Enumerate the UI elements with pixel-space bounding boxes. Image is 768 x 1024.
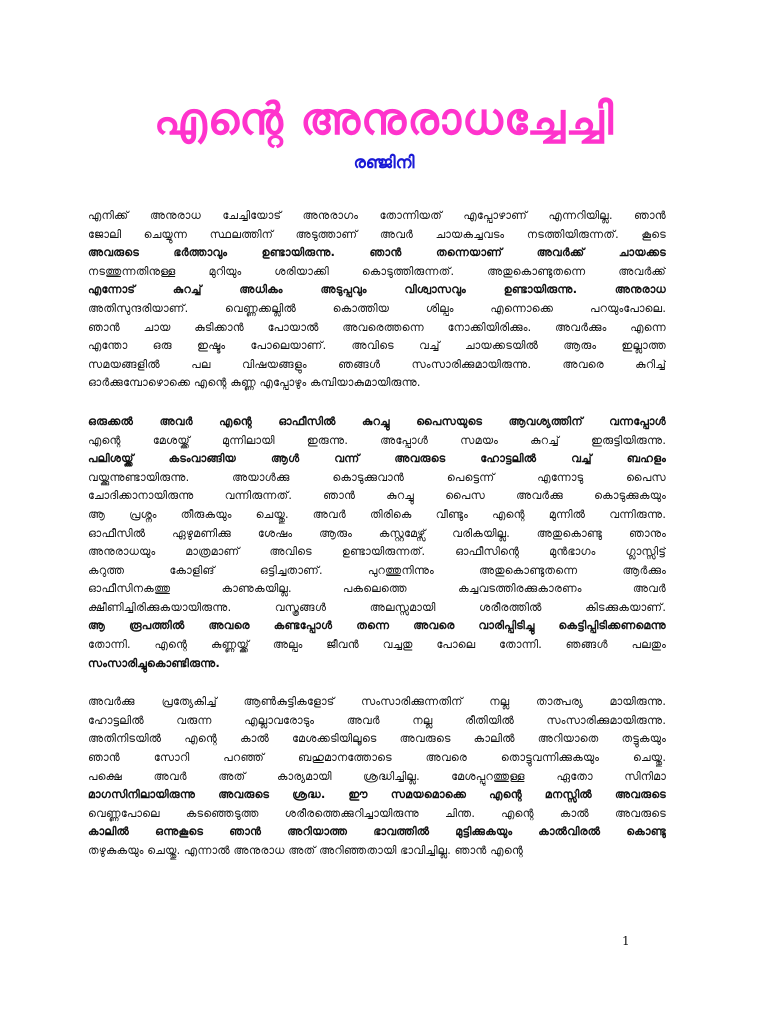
paragraph [88, 413, 666, 673]
text-line: വെണ്ണപോലെ കടഞ്ഞെടുത്ത ശരീരത്തെക്കുറിച്ചായിരുന്നു ചിന്ത. എന്റെ കാൽ അവരുടെ [88, 806, 666, 820]
text-line: ഹോട്ടലിൽ വരുന്ന എല്ലാവരോടും അവർ നല്ല രീതിയിൽ സംസാരിക്കുമായിരുന്നു. [88, 713, 666, 727]
text-line: കാലിൽ ഒന്നുകൂടെ ഞാൻ അറിയാത്ത ഭാവത്തിൽ മുട്ടിക്കുകയും കാൽവിരൽ കൊണ്ടു [88, 825, 666, 839]
text-line: ഞാൻ ചായ കുടിക്കാൻ പോയാൽ അവരെത്തന്നെ നോക്കിയിരിക്കും. അവർക്കും എന്നെ [88, 320, 666, 334]
text-line: അനുരാധയും മാത്രമാണ് അവിടെ ഉണ്ടായിരുന്നത്. ഓഫീസിന്റെ മുൻഭാഗം ഗ്ലാസ്സിട്ട് [88, 545, 666, 559]
text-line: നടത്തുന്നതിനുള്ള മുറിയും ശരിയാക്കി കൊടുത്തിരുന്നത്. അതുകൊണ്ടുതന്നെ അവർക്ക് [88, 264, 666, 278]
text-line: എന്റെ മേശയ്ക്ക് മുന്നിലായി ഇരുന്നു. അപ്പോൾ സമയം കുറച്ച് ഇരുട്ടിയിരുന്നു. [88, 433, 666, 447]
text-line: പക്ഷെ അവർ അത് കാര്യമായി ശ്രദ്ധിച്ചില്ല. മേശപ്പുറത്തുള്ള ഏതോ സിനിമാ [88, 769, 666, 783]
paragraph [88, 207, 666, 393]
text-line: അതിനിടയിൽ എന്റെ കാൽ മേശക്കടിയിലൂടെ അവരുടെ കാലിൽ അറിയാതെ തട്ടുകയും [88, 732, 666, 746]
text-line: ഒരുക്കൽ അവർ എന്റെ ഓഫീസിൽ കുറച്ചു പൈസയുടെ ആവശ്യത്തിന് വന്നപ്പോൾ [88, 414, 666, 428]
document-title: എന്റെ അനുരാധച്ചേച്ചി [153, 94, 615, 145]
text-line: ചോദിക്കാനായിരുന്നു വന്നിരുന്നത്. ഞാൻ കുറച്ചു പൈസ അവർക്കു കൊടുക്കുകയും [88, 489, 666, 503]
text-line: ഓഫീസിനകത്തു കാണുകയില്ല. പകലെത്തെ കച്ചവടത്തിരക്കുകാരണം അവർ [88, 582, 666, 596]
text-line: വയ്ക്കുന്നുണ്ടായിരുന്നു. അയാൾക്കു കൊടുക്കുവാൻ പെട്ടെന്ന് എന്നോടു പൈസ [88, 470, 666, 484]
paragraph [88, 693, 666, 860]
text-line: അവർക്കു പ്രത്യേകിച്ച് ആൺകുട്ടികളോട് സംസാരിക്കുന്നതിന് നല്ല താത്പര്യ മായിരുന്നു. [88, 695, 666, 709]
text-line: എന്നോട് കുറച്ച് അധികം അടുപ്പവും വിശ്വാസവും ഉണ്ടായിരുന്നു. അനുരാധ [88, 283, 666, 297]
body-text [88, 207, 666, 881]
author-name: രഞ്ജിനി [353, 153, 415, 173]
text-line: തഴുകുകയും ചെയ്തു. എന്നാൽ അനുരാധ അത് അറിഞ്ഞതായി ഭാവിച്ചില്ല. ഞാൻ എന്റെ [88, 844, 524, 857]
text-line: ഞാൻ സോറി പറഞ്ഞ് ബഹുമാനത്തോടെ അവരെ തൊട്ടുവന്നിക്കുകയും ചെയ്തു. [88, 751, 666, 765]
text-line: അവരുടെ ഭർത്താവും ഉണ്ടായിരുന്നു. ഞാൻ തന്നെയാണ് അവർക്ക് ചായക്കട [88, 246, 666, 260]
text-line: കറുത്ത കോളിങ് ഒട്ടിച്ചതാണ്. പുറത്തുനിന്നും അതുകൊണ്ടുതന്നെ ആർക്കും [88, 563, 666, 577]
text-line: തോന്നി. എന്റെ കുണ്ണയ്ക്ക് അല്പം ജീവൻ വച്ചതു പോലെ തോന്നി. ഞങ്ങൾ പലതും [88, 638, 666, 652]
text-line: സംസാരിച്ചുകൊണ്ടിരുന്നു. [88, 656, 220, 670]
text-line: എനിക്ക് അനുരാധ ചേച്ചിയോട് അനുരാഗം തോന്നിയത് എപ്പോഴാണ് എന്നറിയില്ല. ഞാൻ [88, 209, 666, 222]
text-line: ജോലി ചെയ്യുന്ന സ്ഥലത്തിന് അടുത്താണ് അവർ ചായകച്ചവടം നടത്തിയിരുന്നത്. കൂടെ [88, 227, 666, 241]
text-line: സമയങ്ങളിൽ പല വിഷയങ്ങളും ഞങ്ങൾ സംസാരിക്കുമായിരുന്നു. അവരെ കുറിച്ച് [88, 357, 666, 371]
text-line: ആ പ്രശ്നം തീരുകയും ചെയ്തു. അവർ തിരികെ വീണ്ടും എന്റെ മുന്നിൽ വന്നിരുന്നു. [88, 507, 666, 521]
text-line: പലിശയ്ക്ക് കടംവാങ്ങിയ ആൾ വന്ന് അവരുടെ ഹോട്ടലിൽ വച്ച് ബഹളം [88, 452, 666, 466]
text-line: ഓർക്കുമ്പോഴൊക്കെ എന്റെ കുണ്ണ എപ്പോഴും കമ്പിയാകുമായിരുന്നു. [88, 376, 421, 390]
text-line: എന്തോ ഒരു ഇഷ്ടം പോലെയാണ്. അവിടെ വച്ച് ചായക്കടയിൽ ആരും ഇല്ലാത്ത [88, 339, 666, 353]
text-line: ഓഫീസിൽ ഏഴുമണിക്കു ശേഷം ആരും കസ്റ്റമേഴ്സ് വരികയില്ല. അതുകൊണ്ടു ഞാനും [88, 526, 666, 540]
text-line: മാഗസിനിലായിരുന്നു അവരുടെ ശ്രദ്ധ. ഈ സമയമൊക്കെ എന്റെ മനസ്സിൽ അവരുടെ [88, 788, 666, 802]
text-line: ആ രൂപത്തിൽ അവരെ കണ്ടപ്പോൾ തന്നെ അവരെ വാരിപ്പിടിച്ചു കെട്ടിപ്പിടിക്കണമെന്നു [88, 619, 666, 633]
page-number: 1 [622, 934, 630, 948]
text-line: ക്ഷീണിച്ചിരിക്കുകയായിരുന്നു. വസ്ത്രങ്ങൾ അലസ്സമായി ശരീരത്തിൽ കിടക്കുകയാണ്. [88, 600, 666, 614]
text-line: അതിസുന്ദരിയാണ്. വെണ്ണക്കല്ലിൽ കൊത്തിയ ശില്പം എന്നൊക്കെ പറയുംപോലെ. [88, 301, 666, 315]
